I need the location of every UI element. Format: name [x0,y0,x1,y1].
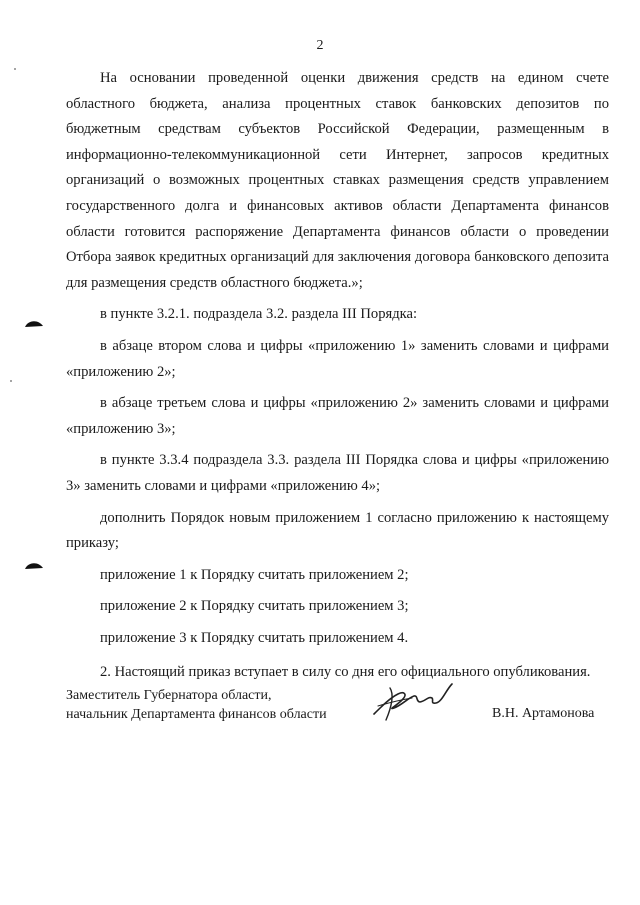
punch-hole-mark [24,318,44,328]
document-body [66,66,609,686]
paragraph-basis: На основании проведенной оценки движения средств на едином счете областного бюджета, анализа процентных ставок банковских депозитов по бюджетным средствам субъектов Российской Федерации, размещенным в информационно-телекоммуникационной сети Интернет, запросов кредитных организаций о возможных процентных ставках размещения средств управлением государственного долга и финансовых активов области Департамента финансов области готовится распоряжение Департамента финансов области о проведении Отбора заявок кредитных организаций для заключения договора банковского депозита для размещения средств областного бюджета.»; [66,70,609,291]
paragraph-item-3-3-4: в пункте 3.3.4 подраздела 3.3. раздела III Порядка слова и цифры «приложению 3» заменить словами и цифрами «приложению 4»; [66,452,609,494]
paragraph-appendix-2-renumber: приложение 2 к Порядку считать приложением 3; [100,598,409,615]
paragraph-new-appendix: дополнить Порядок новым приложением 1 согласно приложению к настоящему приказу; [66,509,609,552]
paragraph-item-3-2-1: в пункте 3.2.1. подраздела 3.2. раздела III Порядка: [100,306,418,323]
signatory-name: В.Н. Артамонова [492,706,595,721]
paragraph-effective-date: 2. Настоящий приказ вступает в силу со дня его официального опубликования. [100,664,591,681]
page-number: 2 [316,38,324,53]
signatory-position-line1: Заместитель Губернатора области, [66,688,272,703]
paragraph-appendix-1-renumber: приложение 1 к Порядку считать приложением 2; [100,566,409,583]
paragraph-appendix-3-renumber: приложение 3 к Порядку считать приложением 4. [100,629,409,646]
paragraph-third-subparagraph: в абзаце третьем слова и цифры «приложению 2» заменить словами и цифрами «приложению 3»; [66,395,609,437]
punch-hole-mark [24,560,44,570]
scan-speck [10,380,12,382]
paragraph-second-subparagraph: в абзаце втором слова и цифры «приложению 1» заменить словами и цифрами «приложению 2»; [66,337,609,380]
scan-speck [14,68,16,70]
handwritten-signature [368,676,460,724]
signatory-position-line2: начальник Департамента финансов области [66,707,327,722]
signatory-position [66,686,327,724]
